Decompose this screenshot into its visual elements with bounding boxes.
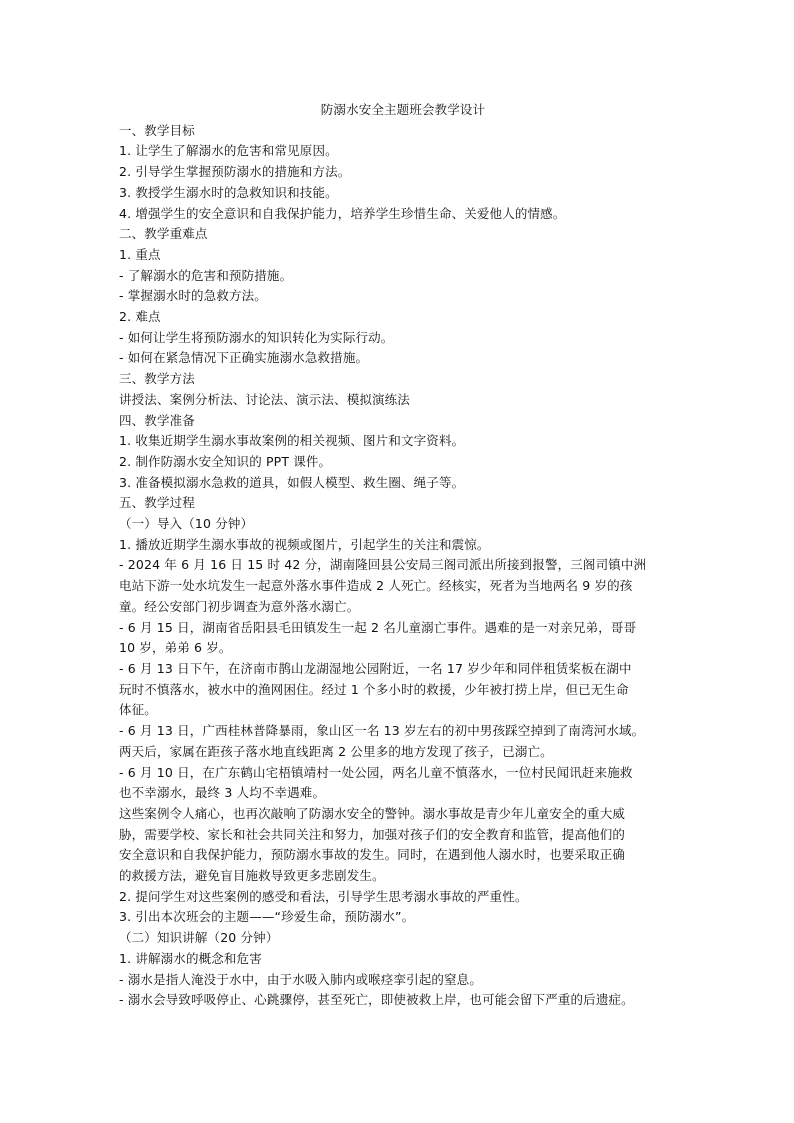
document-lines xyxy=(119,121,679,1011)
text-line: 3. 引出本次班会的主题——“珍爱生命，预防溺水”。 xyxy=(119,909,415,925)
text-line: - 如何在紧急情况下正确实施溺水急救措施。 xyxy=(119,350,369,366)
text-line: 三、教学方法 xyxy=(119,371,195,387)
text-line: 1. 让学生了解溺水的危害和常见原因。 xyxy=(119,143,338,159)
text-line: 讲授法、案例分析法、讨论法、演示法、模拟演练法 xyxy=(119,391,410,407)
text-line: 两天后，家属在距孩子落水地直线距离 2 公里多的地方发现了孩子，已溺亡。 xyxy=(119,743,553,759)
text-line: 体征。 xyxy=(119,702,157,718)
text-line: 1. 播放近期学生溺水事故的视频或图片，引起学生的关注和震惊。 xyxy=(119,536,490,552)
text-line: 玩时不慎落水，被水中的渔网困住。经过 1 个多小时的救援，少年被打捞上岸，但已无生命 xyxy=(119,681,629,697)
text-line: 一、教学目标 xyxy=(119,122,195,138)
text-line: 安全意识和自我保护能力，预防溺水事故的发生。同时，在遇到他人溺水时，也要采取正确 xyxy=(119,847,626,863)
text-line: 4. 增强学生的安全意识和自我保护能力，培养学生珍惜生命、关爱他人的情感。 xyxy=(119,205,566,221)
text-line: 1. 重点 xyxy=(119,246,161,262)
text-line: 这些案例令人痛心，也再次敲响了防溺水安全的警钟。溺水事故是青少年儿童安全的重大威 xyxy=(119,805,626,821)
text-line: - 溺水是指人淹没于水中，由于水吸入肺内或喉痉挛引起的窒息。 xyxy=(119,971,482,987)
text-line: 1. 收集近期学生溺水事故案例的相关视频、图片和文字资料。 xyxy=(119,433,465,449)
text-line: 2. 制作防溺水安全知识的 PPT 课件。 xyxy=(119,453,332,469)
text-line: - 溺水会导致呼吸停止、心跳骤停，甚至死亡，即使被救上岸，也可能会留下严重的后遗症。 xyxy=(119,992,634,1008)
text-line: - 掌握溺水时的急救方法。 xyxy=(119,288,267,304)
text-line: 2. 难点 xyxy=(119,309,161,325)
text-line: - 6 月 13 日下午，在济南市鹊山龙湖湿地公园附近，一名 17 岁少年和同伴租赁桨板在湖中 xyxy=(119,660,632,676)
document-body xyxy=(119,100,679,1011)
text-line: 五、教学过程 xyxy=(119,495,195,511)
text-line: - 6 月 13 日，广西桂林普降暴雨，象山区一名 13 岁左右的初中男孩踩空掉到了南湾河水域。 xyxy=(119,723,645,739)
text-line: 也不幸溺水，最终 3 人均不幸遇难。 xyxy=(119,785,326,801)
text-line: 10 岁，弟弟 6 岁。 xyxy=(119,640,232,656)
text-line: - 6 月 15 日，湖南省岳阳县毛田镇发生一起 2 名儿童溺亡事件。遇难的是一对亲兄弟，哥哥 xyxy=(119,619,637,635)
text-line: 2. 引导学生掌握预防溺水的措施和方法。 xyxy=(119,164,351,180)
text-line: 2. 提问学生对这些案例的感受和看法，引导学生思考溺水事故的严重性。 xyxy=(119,888,528,904)
text-line: 的救援方法，避免盲目施救导致更多悲剧发生。 xyxy=(119,868,385,884)
text-line: 3. 准备模拟溺水急救的道具，如假人模型、救生圈、绳子等。 xyxy=(119,474,465,490)
text-line: 胁，需要学校、家长和社会共同关注和努力，加强对孩子们的安全教育和监管，提高他们的 xyxy=(119,826,626,842)
text-line: - 如何让学生将预防溺水的知识转化为实际行动。 xyxy=(119,329,394,345)
text-line: - 了解溺水的危害和预防措施。 xyxy=(119,267,293,283)
text-line: 3. 教授学生溺水时的急救知识和技能。 xyxy=(119,184,338,200)
text-line: - 6 月 10 日，在广东鹤山宅梧镇靖村一处公园，两名儿童不慎落水，一位村民闻讯赶来施救 xyxy=(119,764,633,780)
text-line: 电站下游一处水坑发生一起意外落水事件造成 2 人死亡。经核实，死者为当地两名 9 岁的孩 xyxy=(119,578,633,594)
text-line: 1. 讲解溺水的概念和危害 xyxy=(119,950,262,966)
text-line: （一）导入（10 分钟） xyxy=(119,516,254,532)
text-line: - 2024 年 6 月 16 日 15 时 42 分，湖南隆回县公安局三阁司派出所接到报警，三阁司镇中洲 xyxy=(119,557,647,573)
text-line: 四、教学准备 xyxy=(119,412,195,428)
document-title: 防溺水安全主题班会教学设计 xyxy=(320,102,486,117)
text-line: 童。经公安部门初步调查为意外落水溺亡。 xyxy=(119,598,360,614)
text-line: （二）知识讲解（20 分钟） xyxy=(119,930,279,946)
text-line: 二、教学重难点 xyxy=(119,226,208,242)
